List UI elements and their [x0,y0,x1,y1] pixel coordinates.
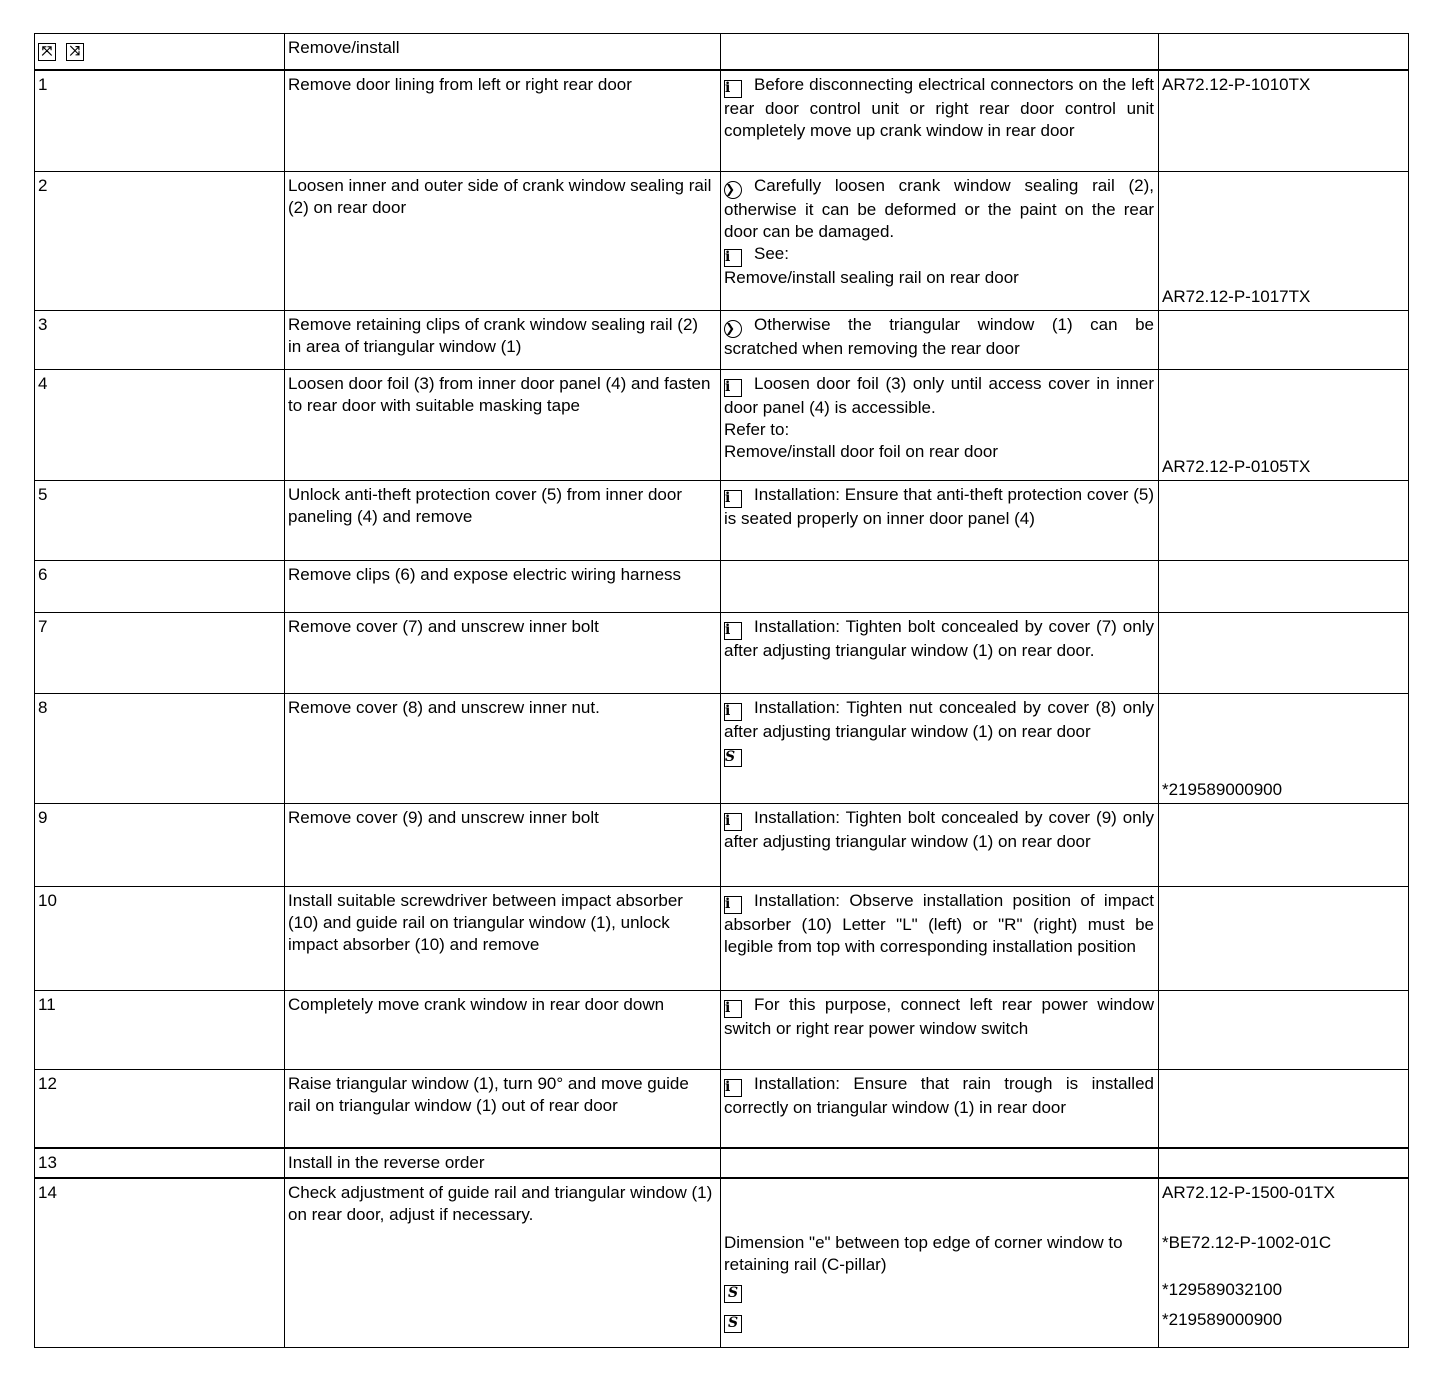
step-number: 10 [35,887,285,991]
caution-icon: ❯ [724,181,742,199]
step-number: 5 [35,481,285,561]
remove-icon: ⤧ [38,43,56,61]
step-note: ❯ Carefully loosen crank window sealing rail (2), otherwise it can be deformed or the paint on the rear door can be damaged. i See: Remove/install sealing rail on rear door [721,172,1159,311]
step-action: Raise triangular window (1), turn 90° and move guide rail on triangular window (1) out of rear door [285,1070,721,1148]
info-icon: i [724,1079,742,1097]
step-number: 4 [35,370,285,481]
step-reference[interactable]: AR72.12-P-1017TX [1159,172,1409,311]
step-note: i Before disconnecting electrical connectors on the left rear door control unit or right rear door control unit completely move up crank window in rear door [721,70,1159,172]
step-action: Loosen inner and outer side of crank window sealing rail (2) on rear door [285,172,721,311]
install-icon: ⤨ [66,43,84,61]
header-row [35,34,1409,70]
header-icons-cell [35,34,285,70]
table-row [35,1148,1409,1178]
step-note: ❯ Otherwise the triangular window (1) can be scratched when removing the rear door [721,311,1159,370]
step-note: i Installation: Tighten bolt concealed by cover (9) only after adjusting triangular window (1) on rear door [721,804,1159,887]
info-icon: i [724,813,742,831]
step-number: 8 [35,694,285,804]
header-title: Remove/install [285,34,721,70]
step-note: i Installation: Tighten nut concealed by cover (8) only after adjusting triangular window (1) on rear door S [721,694,1159,804]
step-action: Check adjustment of guide rail and triangular window (1) on rear door, adjust if necessary. [285,1178,721,1348]
step-note: i Loosen door foil (3) only until access cover in inner door panel (4) is accessible. Refer to: Remove/install door foil on rear door [721,370,1159,481]
special-tool-icon: S [724,749,742,767]
info-icon: i [724,703,742,721]
step-number: 7 [35,613,285,694]
step-action: Remove retaining clips of crank window sealing rail (2) in area of triangular window (1) [285,311,721,370]
step-reference [1159,1178,1409,1348]
step-action: Remove cover (7) and unscrew inner bolt [285,613,721,694]
step-number: 12 [35,1070,285,1148]
table-row [35,887,1409,991]
step-number: 3 [35,311,285,370]
step-reference[interactable]: *219589000900 [1159,694,1409,804]
table-row [35,613,1409,694]
step-action: Remove cover (8) and unscrew inner nut. [285,694,721,804]
table-row [35,991,1409,1070]
info-icon: i [724,490,742,508]
step-note: Dimension "e" between top edge of corner window to retaining rail (C-pillar) S S [721,1178,1159,1348]
table-row [35,172,1409,311]
step-reference[interactable]: AR72.12-P-1010TX [1159,70,1409,172]
step-action: Remove door lining from left or right rear door [285,70,721,172]
table-row [35,70,1409,172]
step-note: i Installation: Ensure that anti-theft protection cover (5) is seated properly on inner door panel (4) [721,481,1159,561]
step-number: 9 [35,804,285,887]
table-row [35,1178,1409,1348]
step-action: Loosen door foil (3) from inner door panel (4) and fasten to rear door with suitable masking tape [285,370,721,481]
table-row [35,311,1409,370]
step-number: 1 [35,70,285,172]
step-reference[interactable]: AR72.12-P-0105TX [1159,370,1409,481]
info-icon: i [724,622,742,640]
info-icon: i [724,1000,742,1018]
caution-icon: ❯ [724,320,742,338]
step-action: Install in the reverse order [285,1148,721,1178]
table-row [35,561,1409,613]
step-note: i For this purpose, connect left rear power window switch or right rear power window switch [721,991,1159,1070]
step-number: 2 [35,172,285,311]
step-note: i Installation: Observe installation position of impact absorber (10) Letter "L" (left) or "R" (right) must be legible from top with corresponding installation position [721,887,1159,991]
special-tool-icon: S [724,1285,742,1303]
table-row [35,370,1409,481]
procedure-table [34,33,1409,1348]
step-note: i Installation: Ensure that rain trough is installed correctly on triangular window (1) in rear door [721,1070,1159,1148]
step-action: Remove clips (6) and expose electric wiring harness [285,561,721,613]
special-tool-icon: S [724,1315,742,1333]
reference-link[interactable]: *BE72.12-P-1002-01C [1162,1232,1332,1252]
step-number: 6 [35,561,285,613]
table-row [35,1070,1409,1148]
info-icon: i [724,249,742,267]
table-row [35,694,1409,804]
step-action: Remove cover (9) and unscrew inner bolt [285,804,721,887]
reference-link[interactable]: *129589032100 [1162,1279,1283,1299]
table-row [35,481,1409,561]
step-number: 11 [35,991,285,1070]
info-icon: i [724,379,742,397]
reference-link[interactable]: AR72.12-P-1500-01TX [1162,1182,1335,1202]
step-action: Install suitable screwdriver between impact absorber (10) and guide rail on triangular window (1), unlock impact absorber (10) and remove [285,887,721,991]
step-number: 14 [35,1178,285,1348]
step-action: Unlock anti-theft protection cover (5) from inner door paneling (4) and remove [285,481,721,561]
table-row [35,804,1409,887]
step-note: i Installation: Tighten bolt concealed by cover (7) only after adjusting triangular window (1) on rear door. [721,613,1159,694]
reference-link[interactable]: *219589000900 [1162,1309,1283,1329]
step-action: Completely move crank window in rear door down [285,991,721,1070]
info-icon: i [724,896,742,914]
step-number: 13 [35,1148,285,1178]
info-icon: i [724,80,742,98]
